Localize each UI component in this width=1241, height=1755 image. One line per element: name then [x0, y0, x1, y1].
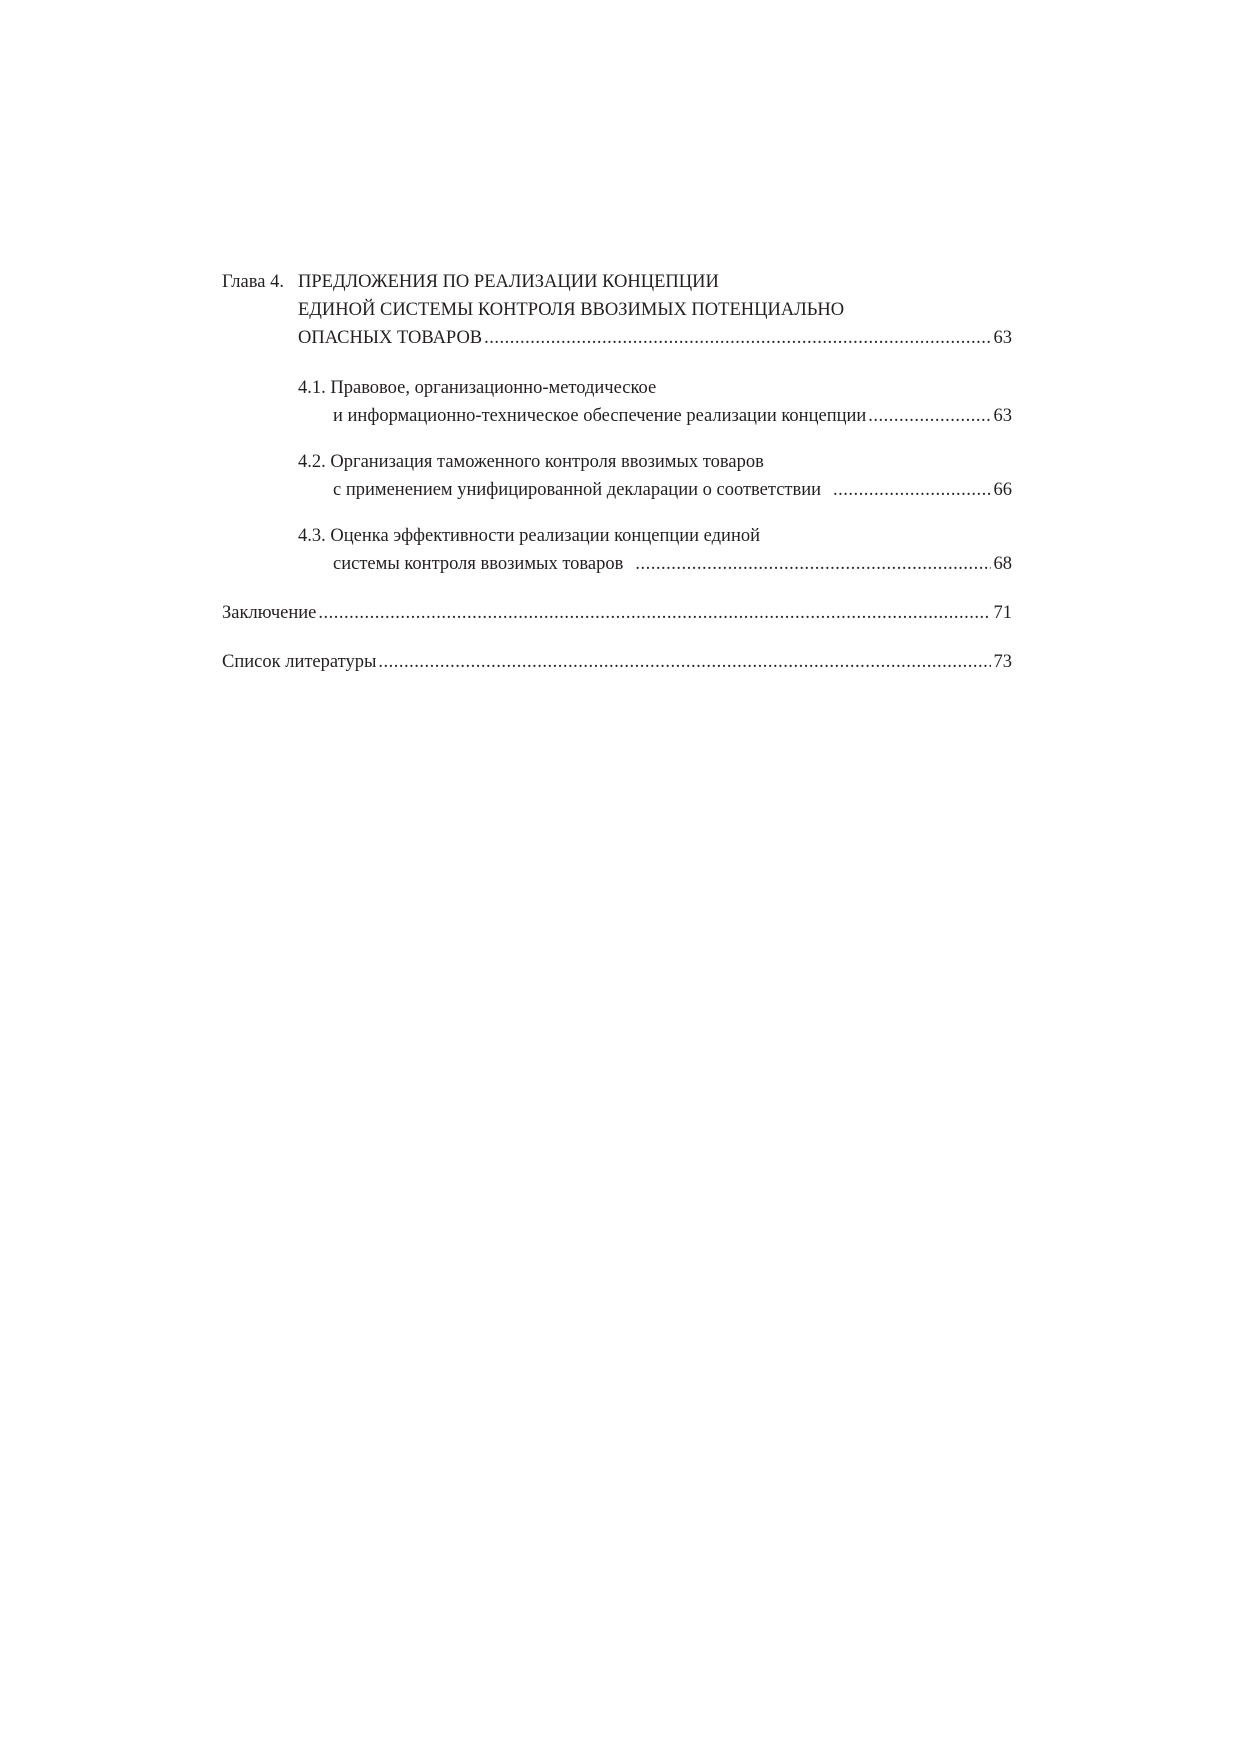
- toc-conclusion[interactable]: [222, 599, 1012, 627]
- section-title-line2: системы контроля ввозимых товаров: [333, 554, 624, 574]
- page-number: 63: [993, 406, 1012, 426]
- toc-section-4-2[interactable]: [298, 448, 1012, 504]
- chapter-title-line2: ЕДИНОЙ СИСТЕМЫ КОНТРОЛЯ ВВОЗИМЫХ ПОТЕНЦИАЛЬНО: [298, 300, 845, 320]
- toc-section-4-1[interactable]: [298, 374, 1012, 430]
- section-title-line1: 4.3. Оценка эффективности реализации концепции единой: [298, 526, 761, 546]
- section-line1: [298, 448, 1012, 476]
- chapter-heading-line2: [298, 296, 1012, 324]
- section-title-line2: с применением унифицированной декларации о соответствии: [333, 480, 822, 500]
- page-number: 68: [993, 554, 1012, 574]
- toc-bibliography[interactable]: [222, 648, 1012, 676]
- page-number: 73: [993, 652, 1012, 672]
- conclusion-label: Заключение: [222, 603, 317, 623]
- page-number: 66: [993, 480, 1012, 500]
- dot-leader: [318, 599, 990, 627]
- bibliography-label: Список литературы: [222, 652, 377, 672]
- chapter-heading-line1: [222, 268, 1012, 296]
- page-number: 63: [993, 328, 1012, 348]
- chapter-heading-line3: [298, 324, 1012, 352]
- dot-leader: [635, 550, 990, 578]
- chapter-title-rest: [222, 296, 1012, 352]
- chapter-prefix: Глава 4.: [222, 272, 284, 292]
- page-number: 71: [993, 603, 1012, 623]
- section-line1: [298, 522, 1012, 550]
- chapter-title-line3: ОПАСНЫХ ТОВАРОВ: [298, 328, 483, 348]
- section-line1: [298, 374, 1012, 402]
- dot-leader: [484, 324, 990, 352]
- toc-chapter-4[interactable]: [222, 268, 1012, 352]
- section-title-line2: и информационно-техническое обеспечение реализации концепции: [333, 406, 867, 426]
- dot-leader: [833, 476, 990, 504]
- section-title-line1: 4.1. Правовое, организационно-методическое: [298, 378, 657, 398]
- dot-leader: [868, 402, 990, 430]
- section-line2: [333, 476, 1012, 504]
- dot-leader: [378, 648, 990, 676]
- table-of-contents: [222, 268, 1012, 676]
- chapter-title-line1: ПРЕДЛОЖЕНИЯ ПО РЕАЛИЗАЦИИ КОНЦЕПЦИИ: [298, 272, 719, 292]
- section-title-line1: 4.2. Организация таможенного контроля ввозимых товаров: [298, 452, 764, 472]
- toc-section-4-3[interactable]: [298, 522, 1012, 578]
- section-line2: [333, 402, 1012, 430]
- section-line2: [333, 550, 1012, 578]
